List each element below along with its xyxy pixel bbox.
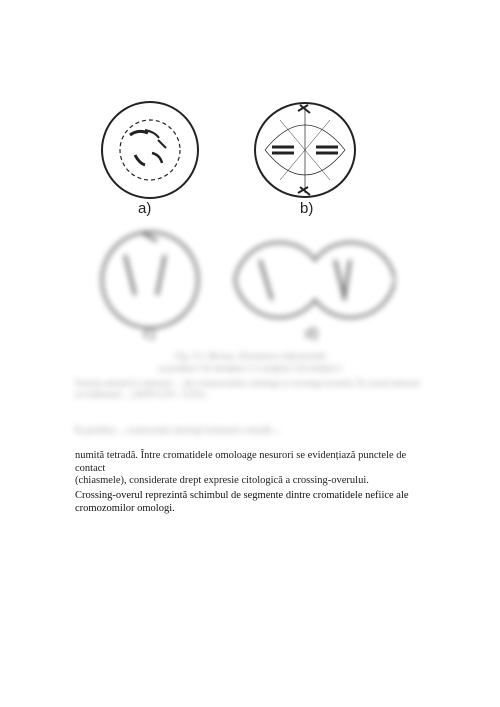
meiosis-figure-top <box>100 95 360 230</box>
caption-line-2: a) profaza I b) metafaza I c) anafaza I d) telofaza I <box>158 363 342 373</box>
caption-line-1: Fig. 3.5. Meioza. Diviziunea reducțională <box>174 351 326 361</box>
cell-a-diagram <box>102 102 198 198</box>
crossing-over-line-2: cromozomilor omologi. <box>75 502 175 514</box>
meiosis-figure-bottom <box>95 225 395 350</box>
tetrad-paragraph <box>75 450 430 488</box>
figure-caption <box>80 350 420 374</box>
figure-label-c: c) <box>143 325 156 342</box>
tetrad-line-2: (chiasmele), considerate drept expresie citologică a crossing-overului. <box>75 475 369 486</box>
tetrad-line-1: numită tetradă. Între cromatidele omoloage nesurori se evidențiază punctele de contact <box>75 450 407 474</box>
crossing-over-line-1: Crossing-overul reprezintă schimbul de segmente dintre cromatidele nefiice ale <box>75 490 409 501</box>
cell-c-diagram <box>102 232 198 328</box>
blurred-paragraph-1: Funcția meiotică a meiozei ... ale cromozomilor omologi și crossing-overului. În cursul meiozei se realizează ... (ADN 0,3% - 0,5%). <box>75 378 420 399</box>
figure-label-b: b) <box>300 200 314 217</box>
cell-d-diagram <box>235 242 395 317</box>
blurred-paragraph-2: În pachiten ... cromozomii omologi formează o tetradă ... <box>75 425 281 435</box>
meiosis-diagram-cd <box>95 225 395 350</box>
figure-label-d: d) <box>305 325 319 342</box>
figure-label-a: a) <box>138 200 152 217</box>
crossing-over-paragraph <box>75 490 435 515</box>
cell-b-diagram <box>255 103 355 197</box>
